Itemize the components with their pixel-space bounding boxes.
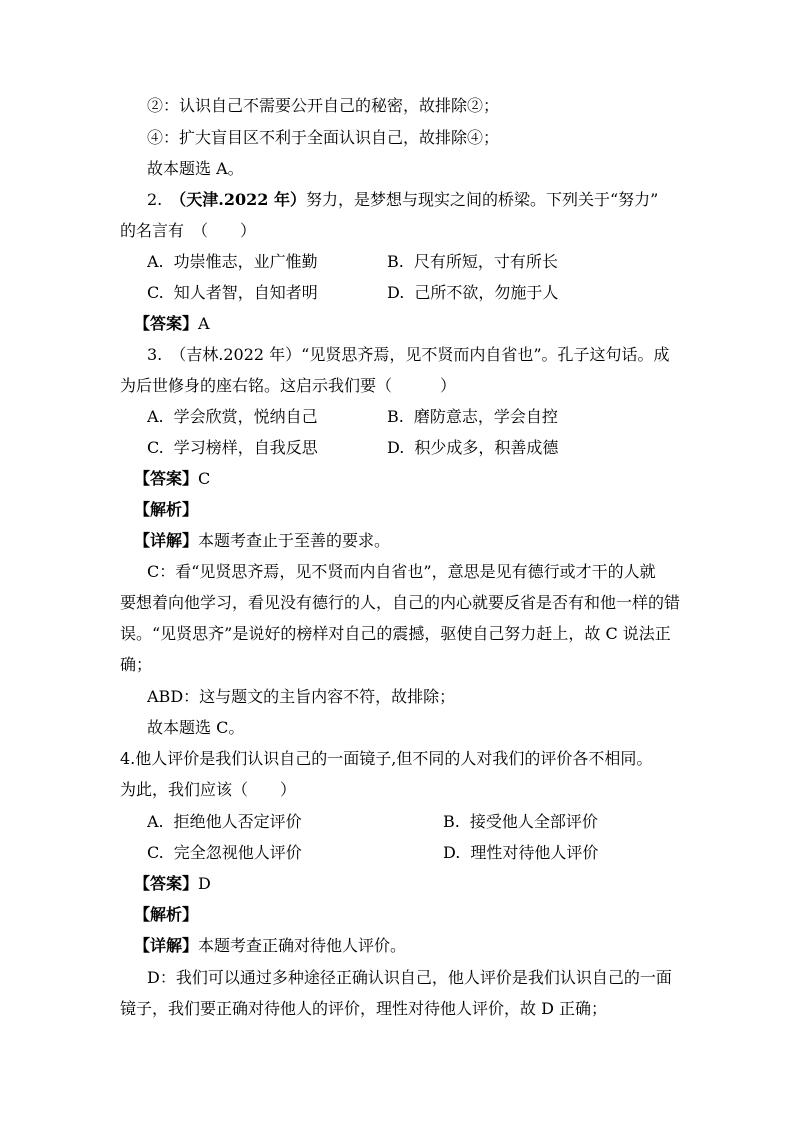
q3-explanation-line: C：看“见贤思齐焉，见不贤而内自省也”，意思是见有德行或才干的人就 [147, 562, 656, 581]
answer-value: A [198, 314, 210, 333]
q3-stem-line-2: 为后世修身的座右铭。这启示我们要（ ） [120, 376, 457, 395]
option-letter: A. [147, 407, 164, 426]
q3-explanation-line: 误。“见贤思齐”是说好的榜样对自己的震撼，驱使自己努力赶上，故 C 说法正 [120, 624, 671, 643]
q4-option-b [443, 807, 598, 837]
option-text: 积少成多，积善成德 [414, 438, 559, 457]
option-text: 尺有所短，寸有所长 [413, 252, 558, 271]
q2-stem-line-2: 的名言有 （ ） [120, 221, 257, 240]
q2-option-b [387, 247, 558, 277]
answer-label: 【答案】 [134, 314, 199, 333]
prev-solution-line-1: ②：认识自己不需要公开自己的秘密，故排除②； [147, 96, 500, 115]
option-text: 功崇惟志，业广惟勤 [173, 252, 318, 271]
q4-explanation-line: D：我们可以通过多种途径正确认识自己，他人评价是我们认识自己的一面 [147, 968, 672, 987]
q3-conclusion: 故本题选 C。 [147, 718, 245, 737]
option-letter: B. [443, 812, 460, 831]
q3-source: （吉林.2022 年） [170, 345, 302, 364]
q3-exclusion: ABD：这与题文的主旨内容不符，故排除； [147, 687, 456, 706]
option-letter: D. [387, 438, 405, 457]
option-text: 完全忽视他人评价 [173, 843, 302, 862]
q3-explanation-line: 确； [120, 655, 153, 674]
detail-text: 本题考查正确对待他人评价。 [198, 936, 407, 955]
q3-analysis-label: 【解析】 [134, 500, 199, 519]
option-text: 理性对待他人评价 [470, 843, 599, 862]
q4-answer [134, 869, 211, 899]
option-letter: B. [387, 252, 404, 271]
q2-option-a [147, 247, 318, 277]
q4-option-c [147, 838, 302, 868]
q3-answer [134, 464, 210, 494]
detail-label: 【详解】 [134, 531, 199, 550]
option-letter: B. [387, 407, 404, 426]
option-letter: C. [147, 283, 164, 302]
q4-option-d [443, 838, 598, 868]
answer-label: 【答案】 [134, 874, 199, 893]
q3-option-b [387, 402, 558, 432]
q2-option-c [147, 278, 318, 308]
option-text: 学会欣赏，悦纳自己 [173, 407, 318, 426]
q3-stem-line-1 [147, 340, 670, 370]
q4-stem-line-2: 为此，我们应该（ ） [120, 780, 297, 799]
answer-value: D [198, 874, 211, 893]
option-letter: C. [147, 843, 164, 862]
q2-option-d [387, 278, 558, 308]
detail-text: 本题考查止于至善的要求。 [198, 531, 391, 550]
option-text: 拒绝他人否定评价 [173, 812, 302, 831]
q4-explanation-line: 镜子，我们要正确对待他人的评价，理性对待他人评价，故 D 正确； [120, 999, 608, 1018]
option-letter: C. [147, 438, 164, 457]
prev-conclusion: 故本题选 A。 [147, 159, 244, 178]
q2-stem-text: 努力，是梦想与现实之间的桥梁。下列关于“努力” [305, 190, 659, 209]
q4-analysis-label: 【解析】 [134, 905, 199, 924]
q4-option-a [147, 807, 302, 837]
answer-value: C [198, 469, 211, 488]
option-text: 磨防意志，学会自控 [413, 407, 558, 426]
q2-source: （天津.2022 年） [170, 190, 306, 209]
option-text: 知人者智，自知者明 [173, 283, 318, 302]
option-letter: D. [443, 843, 461, 862]
q3-stem-text: “见贤思齐焉，见不贤而内自省也”。孔子这句话。成 [301, 345, 670, 364]
q3-option-c [147, 433, 318, 463]
option-text: 接受他人全部评价 [469, 812, 598, 831]
option-text: 己所不欲，勿施于人 [414, 283, 559, 302]
answer-label: 【答案】 [134, 469, 199, 488]
q2-number: 2. [147, 190, 163, 209]
q4-detail [134, 931, 406, 961]
option-text: 学习榜样，自我反思 [173, 438, 318, 457]
option-letter: A. [147, 252, 164, 271]
q3-detail [134, 526, 390, 556]
detail-label: 【详解】 [134, 936, 199, 955]
q3-number: 3. [147, 345, 163, 364]
q4-number: 4. [120, 749, 136, 768]
q2-answer [134, 309, 210, 339]
prev-solution-line-2: ④：扩大盲目区不利于全面认识自己，故排除④； [147, 128, 500, 147]
option-letter: D. [387, 283, 405, 302]
q3-option-a [147, 402, 318, 432]
q4-stem-line-1 [120, 744, 652, 774]
q3-explanation-line: 要想着向他学习，看见没有德行的人，自己的内心就要反省是否有和他一样的错 [120, 593, 681, 612]
q3-option-d [387, 433, 558, 463]
q2-stem-line-1 [147, 185, 658, 215]
q4-stem-text: 他人评价是我们认识自己的一面镜子,但不同的人对我们的评价各不相同。 [135, 749, 653, 768]
option-letter: A. [147, 812, 164, 831]
